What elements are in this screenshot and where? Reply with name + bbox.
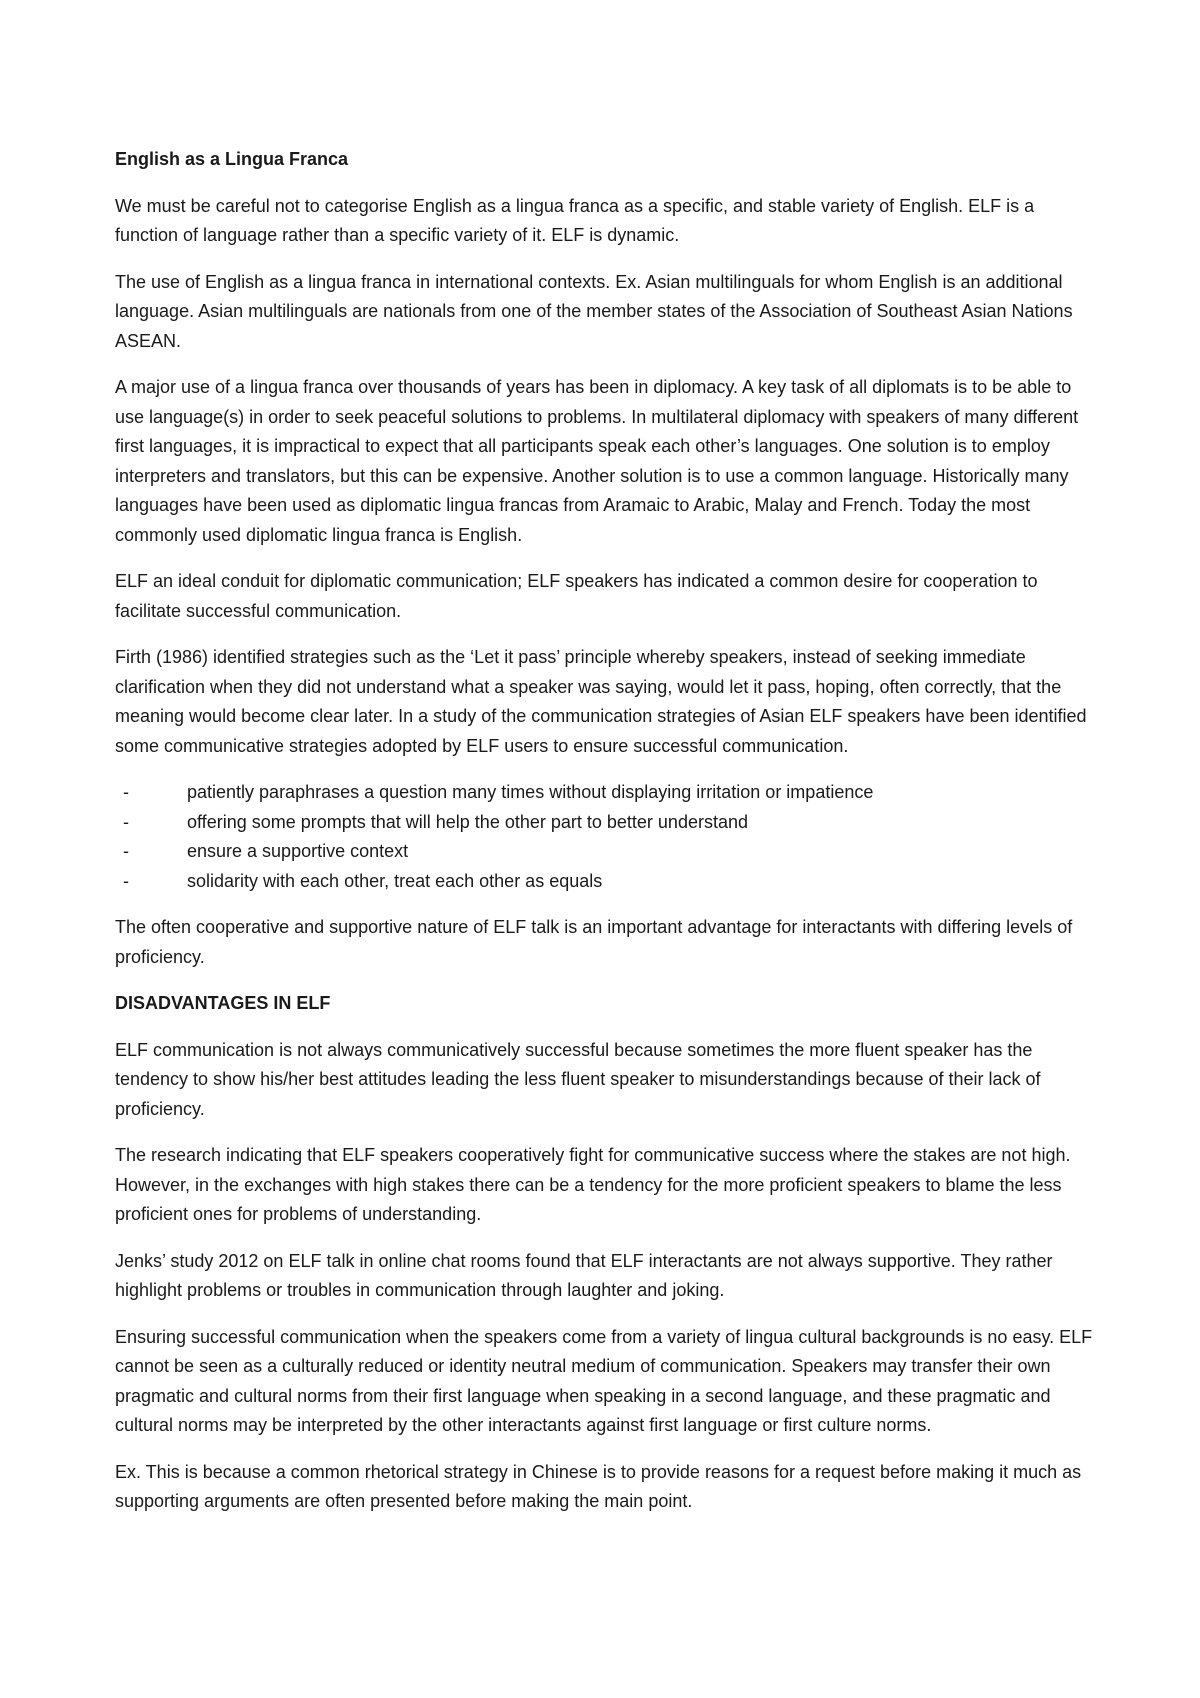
paragraph-not-always-successful: ELF communication is not always communicatively successful because sometimes the more fluent speaker has the tendency to show his/her best attitudes leading the less fluent speaker to misunderstandings because of their lack of proficiency. <box>115 1039 1041 1119</box>
section-heading-disadvantages: DISADVANTAGES IN ELF <box>115 993 331 1013</box>
list-dash-marker: - <box>123 811 129 832</box>
paragraph-let-it-pass: Firth (1986) identified strategies such as the ‘Let it pass’ principle whereby speakers, instead of seeking immediate clarification when they did not understand what a speaker was saying, would let it pass, hoping, often correctly, that the meaning would become clear later. In a study of the communication strategies of Asian ELF speakers have been identified some communicative strategies adopted by ELF users to ensure successful communication. <box>115 647 1087 756</box>
paragraph-diplomatic-conduit: ELF an ideal conduit for diplomatic communication; ELF speakers has indicated a common desire for cooperation to facilitate successful communication. <box>115 571 1038 621</box>
list-dash-marker: - <box>123 841 129 861</box>
paragraph-elf-definition: We must be careful not to categorise English as a lingua franca as a specific, and stable variety of English. ELF is a function of language rather than a specific variety of it. ELF is dynamic. <box>115 195 1035 245</box>
list-item <box>115 837 1100 867</box>
paragraph-chinese-example: Ex. This is because a common rhetorical strategy in Chinese is to provide reasons for a request before making it much as supporting arguments are often presented before making the main point. <box>115 1461 1082 1511</box>
list-dash-marker: - <box>123 870 129 891</box>
document-title: English as a Lingua Franca <box>115 149 349 169</box>
list-item <box>115 808 1100 838</box>
paragraph-jenks-study: Jenks’ study 2012 on ELF talk in online chat rooms found that ELF interactants are not always supportive. They rather highlight problems or troubles in communication through laughter and joking. <box>115 1250 1053 1300</box>
list-item <box>115 867 1100 897</box>
paragraph-high-stakes: The research indicating that ELF speakers cooperatively fight for communicative success where the stakes are not high. However, in the exchanges with high stakes there can be a tendency for the more proficient speakers to blame the less proficient ones for problems of understanding. <box>115 1145 1071 1224</box>
paragraph-diplomacy: A major use of a lingua franca over thousands of years has been in diplomacy. A key task of all diplomats is to be able to use language(s) in order to seek peaceful solutions to problems. In multilateral diplomacy with speakers of many different first languages, it is impractical to expect that all participants speak each other’s languages. One solution is to employ interpreters and translators, but this can be expensive. Another solution is to use a common language. Historically many languages have been used as diplomatic lingua francas from Aramaic to Arabic, Malay and French. Today the most commonly used diplomatic lingua franca is English. <box>115 377 1079 545</box>
list-item <box>115 778 1100 808</box>
paragraph-international-contexts: The use of English as a lingua franca in international contexts. Ex. Asian multilinguals for whom English is an additional language. Asian multilinguals are nationals from one of the member states of the Association of Southeast Asian Nations ASEAN. <box>115 271 1073 351</box>
strategies-list <box>115 778 1100 896</box>
document-body <box>115 145 1100 1534</box>
list-item-text: patiently paraphrases a question many times without displaying irritation or impatience <box>187 782 874 802</box>
list-item-text: ensure a supportive context <box>187 841 409 861</box>
list-item-text: solidarity with each other, treat each other as equals <box>187 870 603 891</box>
paragraph-cultural-norms: Ensuring successful communication when the speakers come from a variety of lingua cultural backgrounds is no easy. ELF cannot be seen as a culturally reduced or identity neutral medium of communication. Speakers may transfer their own pragmatic and cultural norms from their first language when speaking in a second language, and these pragmatic and cultural norms may be interpreted by the other interactants against first language or first culture norms. <box>115 1326 1093 1435</box>
paragraph-cooperative-nature: The often cooperative and supportive nature of ELF talk is an important advantage for interactants with differing levels of proficiency. <box>115 917 1073 967</box>
list-dash-marker: - <box>123 782 129 802</box>
list-item-text: offering some prompts that will help the other part to better understand <box>187 811 748 832</box>
